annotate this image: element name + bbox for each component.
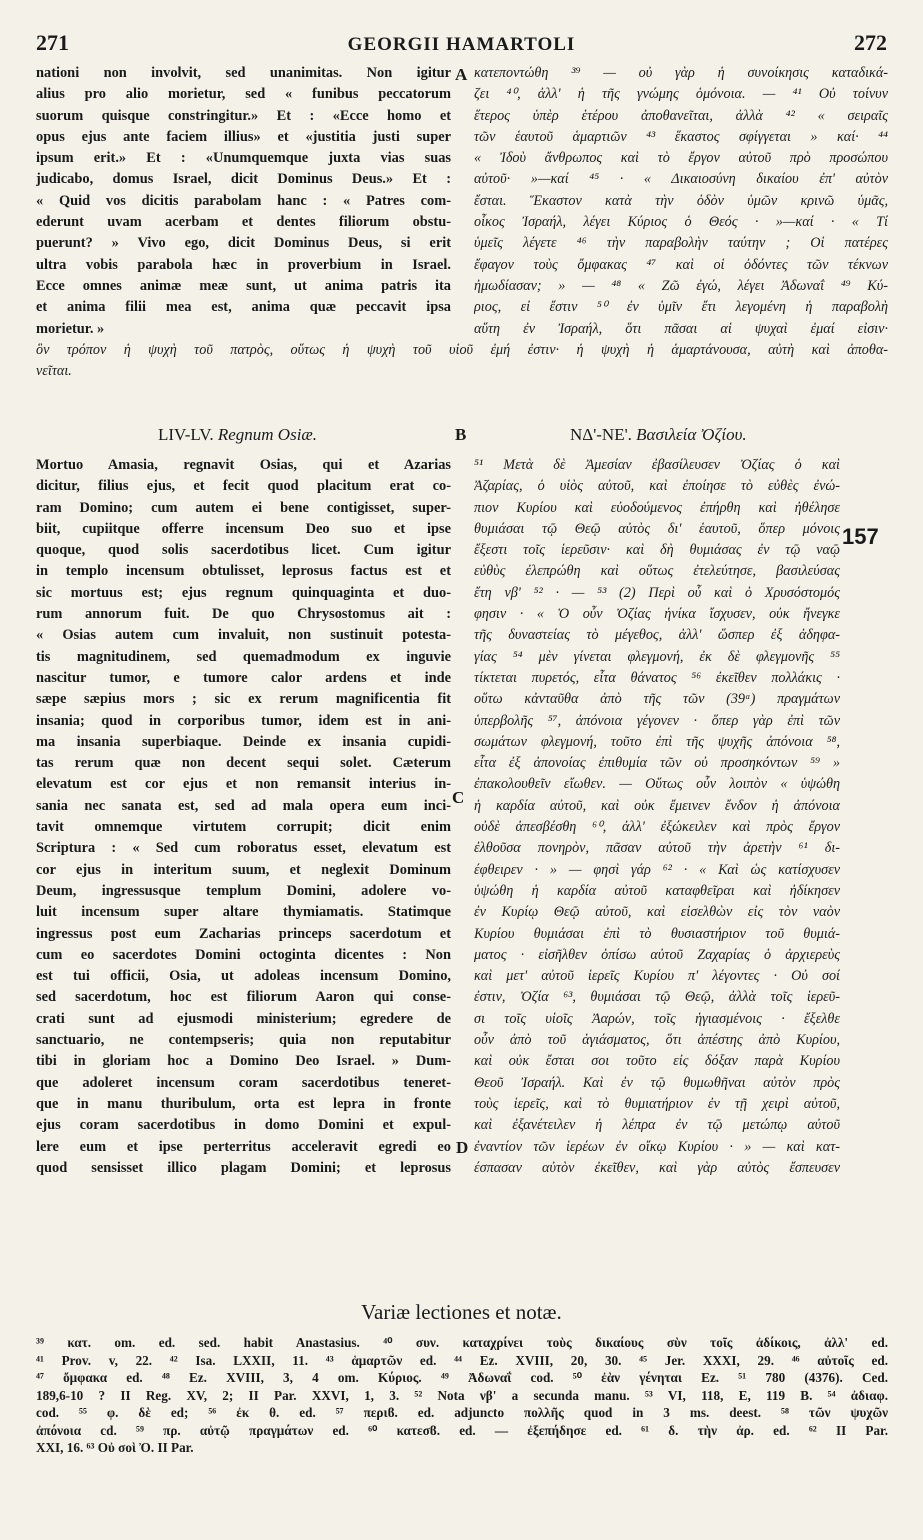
greek-text-line: ματος · εἰσῆλθεν ὀπίσω αὐτοῦ Ζαχαρίας ὁ ἀρχιερεὺς [474,946,840,963]
marker-d: D [456,1138,469,1157]
latin-text-line: cum eo sacerdotes Domini octoginta dicentes : Non [36,946,451,963]
greek-text-line: σωμάτων φλεγμονή, τοῦτο ἐπὶ τῆς ψυχῆς ἀπόνοια ⁵⁸, [474,733,840,750]
note-line: 189,6-10 ? II Reg. XV, 2; II Par. XXVI, 1, 3. ⁵² Nota νβ' a secunda manu. ⁵³ VI, 118, E, 119 B. ⁵⁴ ἀδιαφ. [36,1387,888,1403]
greek-text-line: έφθειρεν · » — φησὶ γάρ ⁶² · « Καὶ ὡς κατίσχυσεν [474,861,840,878]
greek-text-line: ἔσται. Ἕκαστον κατὰ τὴν ὁδὸν ὑμῶν κρινῶ ὑμᾶς, [474,192,888,209]
note-line: cod. ⁵⁵ φ. δὲ ed; ⁵⁶ ἐκ θ. ed. ⁵⁷ περιϐ. ed. adjuncto πολλῆς quod in 3 ms. deest. ⁵⁸ τῶν ψυχῶν [36,1405,888,1420]
latin-text-line: ejus coram sacerdotibus in domo Domini et expul- [36,1117,451,1134]
latin-text-line: ultra vobis parabola hæc in proverbium in Israel. [36,256,451,273]
greek-text-line: τῆς δυναστείας τὸ μέγεθος, ἀλλ' ὥσπερ ἐξ ἀδηφα- [474,627,840,644]
greek-text-line: έσπασαν αὐτὸν ἐκεῖθεν, καὶ γὰρ αὐτὸς ἔσπευσεν [474,1159,840,1176]
full-width-greek-lines [36,340,888,383]
marker-a: A [455,65,468,84]
greek-text-line: φησιν · « Ὁ οὖν Ὀζίας ἡνίκα ἴσχυσεν, οὐκ ἤνεγκε [474,606,840,623]
main-greek-column [474,455,840,1179]
latin-text-line: quoque, quod solis sacerdotibus licet. Cum igitur [36,542,451,559]
note-line: XXI, 16. ⁶³ Οὐ σοὶ Ὀ. II Par. [36,1440,194,1455]
latin-text-line: alius pro alio morietur, sed « funibus peccatorum [36,86,451,103]
latin-text-line: ma insania superbiaque. Deinde ex insania cupidi- [36,733,451,750]
top-latin-column [36,63,451,340]
latin-text-line: morietur. » [36,320,105,337]
greek-text-line: ἠμωδίασαν; » — ⁴⁸ « Ζῶ ἐγώ, λέγει Ἀδωναΐ ⁴⁹ Κύ- [474,277,888,294]
latin-text-line: Ecce omnes animæ meæ sunt, ut anima patris ita [36,277,451,294]
latin-text-line: sed sacerdotum, hoc est filiorum Aaron qui conse- [36,989,451,1006]
latin-text-line: ipsum erit.» Et : «Unumquemque juxta vias suas [36,150,451,167]
greek-text-line: ὑψώθη ἡ καρδία αὐτοῦ καταφθεῖραι καὶ ἠδίκησεν [474,882,840,899]
latin-text-line: quod sensisset illico plagam Domini; et leprosus [36,1159,451,1176]
greek-text-line: οὕτω κἀνταῦθα ἀπὸ τῆς τῶν (39ᵃ) πραγμάτων [474,691,840,708]
greek-text-line: ἐλθοῦσα πονηρὸν, πᾶσαν αὐτοῦ τὴν ἀρετὴν ⁶¹ δι- [474,840,840,857]
running-title: GEORGII HAMARTOLI [347,34,576,55]
latin-text-line: lere eum et ipse perterritus acceleravit egredi eo [36,1138,451,1155]
latin-text-line: sæpe sæpius mors ; sic ex rerum magnificentia fit [36,691,451,708]
latin-text-line: Deum, ingressusque templum Domini, adolere vo- [36,882,451,899]
latin-text-line: nascitur tumor, e tumore calor ardens et inde [36,669,451,686]
latin-text-line: cor ejus in interitum suum, et neglexit Dominum [36,861,451,878]
latin-text-line: sic mortuus est; ejus regnum quinquaginta et duo- [36,584,451,601]
latin-text-line: ingressus post eum Zacharias princeps sacerdotum et [36,925,451,942]
greek-text-line: καὶ οὐκ ἔσται σοι τοῦτο εἰς δόξαν παρὰ Κυρίου [474,1053,840,1070]
greek-text-line: ἐν Κυρίῳ Θεῷ αὐτοῦ, καὶ εἰσελθὼν εἰς τὸν ναὸν [474,904,840,921]
notes-title: Variæ lectiones et notæ. [361,1300,562,1324]
latin-text-line: crati sunt ad ejusmodi ministerium; egredere de [36,1010,451,1027]
marker-b: B [455,425,467,444]
greek-text-line: αὐτοῦ· »—καί ⁴⁵ · « Δικαιοσύνη δικαίου ἐπ' αὐτὸν [474,171,888,188]
main-latin-column [36,455,451,1179]
greek-text-line: ζει ⁴⁰, ἀλλ' ἡ τῆς γνώμης ὁμόνοια. — ⁴¹ Οὐ τοίνυν [474,86,888,103]
latin-text-line: et anima filii mea est, anima quæ peccavit ipsa [36,299,451,316]
latin-text-line: nationi non involvit, sed unanimitas. Non igitur [36,65,451,81]
latin-text-line: suorum quisque constringitur.» Et : «Ecce homo et [36,107,451,124]
latin-text-line: biit, cupiitque offerre incensum Deo suo et ipse [36,520,451,537]
latin-text-line: Scriptura : « Sed cum roboratus esset, elevatum est [36,840,451,857]
greek-text-line: τῶν ἑαυτοῦ ἁμαρτιῶν ⁴³ ἕκαστος σφίγγεται » καί· ⁴⁴ [474,128,888,145]
latin-text-line: luit incensum super altare thymiamatis. Statimque [36,904,451,921]
greek-text-line: ἔφαγον τοὺς ὄμφακας ⁴⁷ καὶ οἱ ὀδόντες τῶν τέκνων [474,256,888,273]
latin-section-heading: LIV-LV. Regnum Osiæ. [158,425,318,444]
greek-text-line: καὶ μετ' αὐτοῦ ἱερεῖς Κυρίου π' λέγοντες · Οὐ σοί [474,968,840,985]
greek-text-line: γίας ⁵⁴ μὲν γίνεται φλεγμονή, ἐκ δὲ φλεγμονῆς ⁵⁵ [474,648,840,665]
greek-text-line: ἐπακολουθεῖν εἴωθεν. — Οὕτως οὖν λοιπὸν « ὑψώθη [474,776,840,793]
greek-text-line: οὐδὲ ἀπεσβέσθη ⁶⁰, ἀλλ' ἐξώκειλεν καὶ πρὸς ἔργον [474,819,840,836]
marker-c: C [452,788,465,807]
greek-text-line: Θεοῦ Ἰσραήλ. Καὶ ἐν τῷ θυμωθῆναι αὐτὸν πρὸς [474,1074,840,1091]
greek-text-line: ὃν τρόπον ἡ ψυχὴ τοῦ πατρὸς, οὕτως ἡ ψυχὴ τοῦ υἱοῦ ἐμή ἐστιν· ἡ ψυχὴ ἡ ἁμαρτάνουσα, αὐτὴ καὶ ἀποθα- [36,342,888,358]
greek-text-line: εἶτα ἐξ ἀπονοίας ἐπιθυμία τῶν οὐ προσηκόντων ⁵⁹ » [474,755,840,772]
right-page-number: 272 [854,30,887,55]
running-header [36,30,887,58]
greek-text-line: « Ἰδοὺ ἄνθρωπος καὶ τὸ ἔργον αὐτοῦ πρὸ προσώπου [474,150,888,167]
latin-text-line: judicabo, domus Israel, dicit Dominus Deus.» Et : [36,171,451,188]
latin-text-line: puerunt? » Vivo ego, dicit Dominus Deus, si erit [36,235,451,252]
greek-text-line: οἶκος Ἰσραήλ, λέγει Κύριος ὁ Θεός · »—καί · « Τί [474,214,888,231]
greek-text-line: ἐναντίον τῶν ἱερέων ἐν οἴκῳ Κυρίου · » — καὶ κατ- [474,1138,840,1155]
latin-text-line: sania nec sanata est, sed ad mala opera eum inci- [36,797,451,814]
latin-text-line: Mortuo Amasia, regnavit Osias, qui et Azarias [36,457,451,473]
note-line: ⁴¹ Prov. v, 22. ⁴² Isa. LXXII, 11. ⁴³ ἁμαρτῶν ed. ⁴⁴ Ez. XVIII, 20, 30. ⁴⁵ Jer. XXXI, 29. ⁴⁶ αὐτοῖς ed. [36,1352,888,1368]
greek-text-line: εὐθὺς ἐλεπρώθη καὶ οὕτως ἐτελεύτησε, βασιλεύσας [474,563,840,580]
greek-section-heading: ΝΔ'-ΝΕ'. Βασιλεία Ὀζίου. [570,425,747,444]
latin-text-line: tavit omnemque virtutem corrupit; dicit enim [36,819,451,836]
greek-text-line: ριος, εἰ ἔστιν ⁵⁰ ἐν ὑμῖν ἔτι λεγομένη ἡ παραβολὴ [474,299,888,316]
greek-text-line: θυμιάσαι τῷ Θεῷ αὐτὸς δι' ἑαυτοῦ, ὅπερ μόνοις [474,520,840,537]
greek-text-line: ἕτερος ὑπὲρ ἑτέρου ἀποθανεῖται, ἀλλὰ ⁴² « σειραῖς [474,107,888,124]
latin-text-line: dicitur, filius ejus, et fecit quod placitum erat co- [36,478,451,495]
latin-text-line: ram Domino; cum autem ei bene contigisset, super- [36,499,451,516]
note-line: ἀπόνοια cd. ⁵⁹ πρ. αὐτῷ πραγμάτων ed. ⁶⁰ κατεσϐ. ed. — ἐξεπήδησε ed. ⁶¹ δ. τὴν ἀρ. ed. ⁶² II Par. [36,1422,888,1438]
greek-text-line: οὖν ἀπὸ τοῦ ἁγιάσματος, ὅτι ἀπέστης ἀπὸ Κυρίου, [474,1032,840,1049]
greek-text-line: ⁵¹ Μετὰ δὲ Ἀμεσίαν ἐβασίλευσεν Ὀζίας ὁ καὶ [474,457,840,473]
greek-text-line: σι τοῖς υἱοῖς Ἀαρών, τοῖς ἡγιασμένοις · ἔξελθε [474,1010,840,1027]
left-page-number: 271 [36,30,69,55]
latin-text-line: rum annorum fuit. De quo Chrysostomus ait : [36,606,451,623]
latin-text-line: est tui officii, Osia, ut adoleas incensum Domino, [36,968,451,985]
latin-text-line: tis magnitudinem, sed quemadmodum ex inguvie [36,648,451,665]
latin-text-line: que in manu thuribulum, orta est lepra in fronte [36,1095,451,1112]
top-greek-column [474,63,888,340]
greek-text-line: Ἀζαρίας, ὁ υἱὸς αὐτοῦ, καὶ ἐποίησε τὸ εὐθὲς ἐνώ- [474,478,840,495]
greek-text-line: ὑπερβολῆς ⁵⁷, ἀπόνοια γέγονεν · ὅπερ γὰρ ἐπὶ τῶν [474,712,840,729]
greek-text-line: ὑμεῖς λέγετε ⁴⁶ τὴν παραβολὴν ταύτην ; Οἱ πατέρες [474,235,888,252]
latin-text-line: elevatum est cor ejus et non remansit interius in- [36,776,451,793]
note-line: ⁴⁷ ὄμφακα ed. ⁴⁸ Ez. XVIII, 3, 4 om. Κύριος. ⁴⁹ Ἀδωναΐ cod. ⁵⁰ ἐὰν γένηται Ez. ⁵¹ 780 (4376). Ced. [36,1370,888,1385]
greek-text-line: ἡ καρδία αὐτοῦ, καὶ οὐκ ἔμεινεν ἔνδον ἡ ἀπόνοια [474,797,840,814]
latin-text-line: « Quid vos dicitis parabolam hanc : « Patres com- [36,192,451,209]
greek-text-line: κατεποντώθη ³⁹ — οὐ γὰρ ἡ συνοίκησις καταδικά- [474,65,888,81]
greek-text-line: ἐστιν, Ὀζία ⁶³, θυμιάσαι τῷ Θεῷ, ἀλλὰ τοῖς ἱερεῦ- [474,989,840,1006]
note-line: ³⁹ κατ. om. ed. sed. habit Anastasius. ⁴⁰ συν. καταχρίνει τοὺς δικαίους σὺν τοῖς ἀδίκοις, ἀλλ' ed. [36,1335,888,1350]
greek-text-line: Κυρίου θυμιάσαι ἐπὶ τὸ θυσιαστήριον τοῦ θυμιά- [474,925,840,942]
greek-text-line: πιον Κυρίου καὶ εὐοδούμενος ἐπήρθη καὶ ἠθέλησε [474,499,840,516]
folio-number: 157 [842,524,879,549]
latin-text-line: insania; quod in corporibus tumor, idem est in ani- [36,712,451,729]
greek-text-line: νεῖται. [36,363,72,380]
latin-text-line: « Osias autem cum invaluit, non sustinuit potesta- [36,627,451,644]
greek-text-line: ἔτη νβ' ⁵² · — ⁵³ (2) Περὶ οὗ καὶ ὁ Χρυσόστομός [474,584,840,601]
latin-text-line: ederunt uvam acerbam et dentes filiorum obstu- [36,214,451,231]
greek-text-line: καὶ ἐξανέτειλεν ἡ λέπρα ἐν τῷ μετώπῳ αὐτοῦ [474,1117,840,1134]
latin-text-line: que adoleret incensum coram sacerdotibus teneret- [36,1074,451,1091]
latin-text-line: tas rerum quæ non decent sequi solet. Cæterum [36,755,451,772]
greek-text-line: αὕτη ἐν Ἰσραήλ, ὅτι πᾶσαι αἱ ψυχαὶ ἐμαί εἰσιν· [474,320,888,337]
notes-block [36,1334,888,1457]
greek-text-line: τοὺς ἱερεῖς, καὶ τὸ θυμιατήριον ἐν τῇ χειρὶ αὐτοῦ, [474,1095,840,1112]
latin-text-line: in templo incensum obtulisset, leprosus factus est et [36,563,451,580]
latin-text-line: tibi in gloriam hoc a Domino Deo Israel. » Dum- [36,1053,451,1070]
greek-text-line: ἔξεστι τοῖς ἱερεῦσιν· καὶ δὴ θυμιάσας ἐν τῷ ναῷ [474,542,840,559]
latin-text-line: sanctuario, ne contempseris; quia non reputabitur [36,1032,451,1049]
greek-text-line: τίκτεται πυρετός, εἶτα θάνατος ⁵⁶ ἐκεῖθεν πολλάκις · [474,669,840,686]
latin-text-line: opus ejus ante faciem illius» et «justitia justi super [36,128,451,145]
